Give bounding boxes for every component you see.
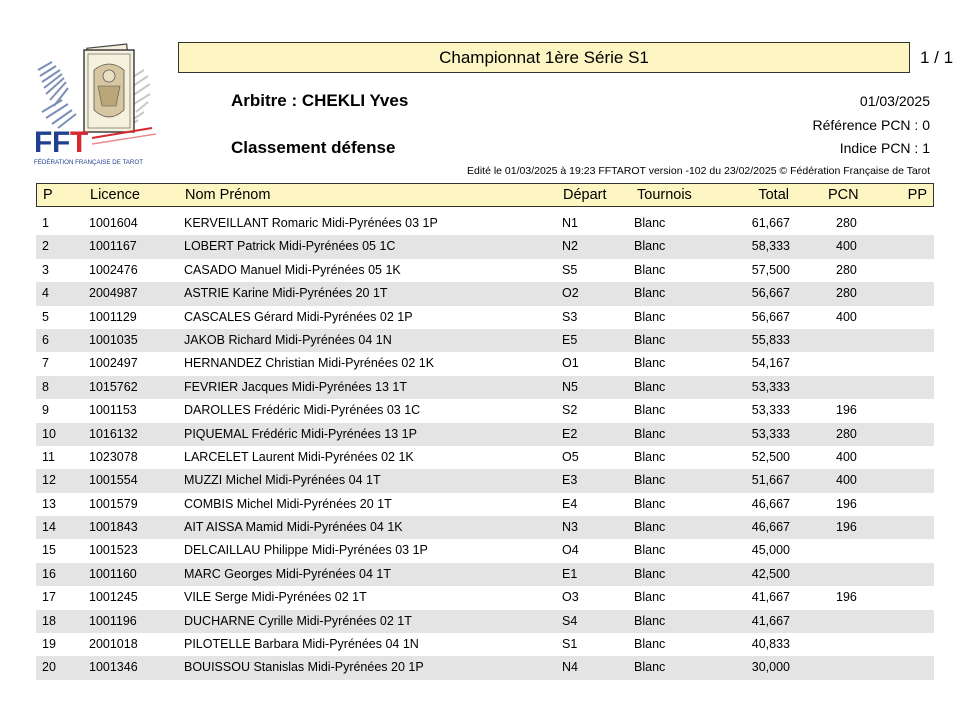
- cell-tournois: Blanc: [634, 309, 666, 324]
- table-row: [36, 610, 934, 633]
- cell-tournois: Blanc: [634, 286, 666, 301]
- cell-licence: 1001554: [89, 473, 138, 488]
- cell-name: FEVRIER Jacques Midi-Pyrénées 13 1T: [184, 379, 408, 394]
- cell-licence: 1001346: [89, 660, 138, 675]
- cell-rank: 20: [42, 660, 56, 675]
- cell-depart: N1: [562, 216, 578, 230]
- cell-tournois: Blanc: [634, 473, 666, 488]
- cell-pcn: 280: [836, 262, 857, 277]
- cell-licence: 2004987: [89, 286, 138, 301]
- cell-rank: 12: [42, 473, 56, 488]
- cell-total: 41,667: [751, 590, 790, 605]
- cell-name: LARCELET Laurent Midi-Pyrénées 02 1K: [184, 449, 414, 464]
- table-row: [36, 563, 934, 586]
- table-body: [36, 212, 934, 680]
- svg-text:F: F: [34, 126, 53, 159]
- cell-rank: 5: [42, 309, 49, 324]
- cell-rank: 10: [42, 426, 56, 441]
- cell-licence: 1001579: [89, 496, 138, 511]
- cell-name: DUCHARNE Cyrille Midi-Pyrénées 02 1T: [184, 613, 412, 628]
- cell-depart: O4: [562, 543, 579, 558]
- cell-total: 52,500: [751, 449, 790, 464]
- cell-name: COMBIS Michel Midi-Pyrénées 20 1T: [184, 496, 392, 511]
- cell-total: 55,833: [751, 332, 790, 347]
- table-row: [36, 633, 934, 656]
- cell-licence: 1016132: [89, 426, 138, 441]
- cell-tournois: Blanc: [634, 543, 666, 558]
- cell-rank: 1: [42, 216, 49, 230]
- cell-licence: 1001160: [89, 566, 137, 581]
- cell-rank: 6: [42, 332, 49, 347]
- cell-depart: N4: [562, 660, 578, 675]
- cell-rank: 11: [42, 449, 55, 464]
- cell-tournois: Blanc: [634, 379, 666, 394]
- cell-tournois: Blanc: [634, 496, 666, 511]
- cell-total: 45,000: [751, 543, 790, 558]
- table-row: [36, 469, 934, 492]
- cell-total: 42,500: [751, 566, 790, 581]
- cell-rank: 18: [42, 613, 56, 628]
- cell-depart: E4: [562, 496, 578, 511]
- cell-pcn: 400: [836, 473, 857, 488]
- reference-pcn: Référence PCN : 0: [812, 117, 930, 133]
- cell-name: LOBERT Patrick Midi-Pyrénées 05 1C: [184, 239, 396, 254]
- table-row: [36, 399, 934, 422]
- cell-name: DAROLLES Frédéric Midi-Pyrénées 03 1C: [184, 403, 421, 418]
- col-header-licence: Licence: [90, 187, 140, 203]
- cell-total: 30,000: [751, 660, 790, 675]
- col-header-pcn: PCN: [828, 187, 859, 203]
- cell-tournois: Blanc: [634, 637, 666, 652]
- classement-title: Classement défense: [231, 138, 396, 157]
- cell-pcn: 196: [836, 590, 857, 605]
- cell-licence: 1015762: [89, 379, 138, 394]
- cell-tournois: Blanc: [634, 262, 666, 277]
- cell-depart: O2: [562, 286, 579, 301]
- cell-pcn: 400: [836, 239, 857, 254]
- edited-note: Edité le 01/03/2025 à 19:23 FFTAROT version -102 du 23/02/2025 © Fédération Française de Tarot: [466, 165, 930, 177]
- cell-total: 61,667: [751, 216, 790, 230]
- cell-tournois: Blanc: [634, 216, 666, 230]
- cell-name: KERVEILLANT Romaric Midi-Pyrénées 03 1P: [184, 216, 438, 230]
- cell-total: 41,667: [751, 613, 790, 628]
- cell-total: 53,333: [751, 379, 790, 394]
- cell-rank: 15: [42, 543, 56, 558]
- cell-rank: 3: [42, 262, 49, 277]
- fft-logo-graphic: [32, 40, 162, 175]
- cell-pcn: 400: [836, 449, 857, 464]
- arbitre-label: Arbitre : CHEKLI Yves: [231, 91, 409, 110]
- svg-text:F: F: [52, 126, 71, 159]
- cell-depart: N5: [562, 379, 578, 394]
- cell-licence: 1023078: [89, 449, 138, 464]
- cell-rank: 13: [42, 496, 56, 511]
- cell-licence: 1001604: [89, 216, 138, 230]
- table-row: [36, 586, 934, 609]
- table-row: [36, 516, 934, 539]
- cell-total: 54,167: [751, 356, 790, 371]
- page-number: 1 / 1: [920, 48, 954, 67]
- cell-licence: 1001129: [89, 309, 137, 324]
- cell-depart: N3: [562, 520, 578, 535]
- cell-name: DELCAILLAU Philippe Midi-Pyrénées 03 1P: [184, 543, 428, 558]
- fft-logo: [32, 40, 162, 175]
- table-row: [36, 235, 934, 258]
- cell-total: 51,667: [751, 473, 790, 488]
- table-row: [36, 423, 934, 446]
- cell-tournois: Blanc: [634, 426, 666, 441]
- table-row: [36, 306, 934, 329]
- table-row: [36, 493, 934, 516]
- cell-depart: E1: [562, 566, 578, 581]
- cell-name: MARC Georges Midi-Pyrénées 04 1T: [184, 566, 392, 581]
- table-row: [36, 282, 934, 305]
- cell-name: MUZZI Michel Midi-Pyrénées 04 1T: [184, 473, 381, 488]
- page-title-text: Championnat 1ère Série S1: [439, 47, 649, 67]
- cell-tournois: Blanc: [634, 566, 666, 581]
- cell-tournois: Blanc: [634, 239, 666, 254]
- table-row: [36, 539, 934, 562]
- cell-rank: 16: [42, 566, 56, 581]
- cell-total: 56,667: [751, 286, 790, 301]
- cell-pcn: 196: [836, 496, 857, 511]
- table-row: [36, 259, 934, 282]
- table-row: [36, 446, 934, 469]
- cell-depart: N2: [562, 239, 578, 254]
- cell-depart: O1: [562, 356, 579, 371]
- cell-total: 46,667: [751, 496, 790, 511]
- cell-licence: 1001153: [89, 403, 137, 418]
- page-title: [178, 42, 910, 73]
- cell-rank: 14: [42, 520, 56, 535]
- cell-rank: 17: [42, 590, 56, 605]
- cell-name: PILOTELLE Barbara Midi-Pyrénées 04 1N: [184, 637, 419, 652]
- cell-name: AIT AISSA Mamid Midi-Pyrénées 04 1K: [184, 520, 403, 535]
- cell-rank: 2: [42, 239, 49, 254]
- cell-licence: 1001035: [89, 332, 138, 347]
- cell-total: 53,333: [751, 426, 790, 441]
- col-header-tournois: Tournois: [637, 187, 692, 203]
- cell-pcn: 196: [836, 403, 857, 418]
- cell-name: JAKOB Richard Midi-Pyrénées 04 1N: [184, 332, 392, 347]
- cell-licence: 1001196: [89, 613, 137, 628]
- cell-rank: 7: [42, 356, 49, 371]
- cell-depart: E3: [562, 473, 578, 488]
- cell-tournois: Blanc: [634, 403, 666, 418]
- indice-pcn: Indice PCN : 1: [839, 140, 930, 156]
- cell-licence: 1002476: [89, 262, 138, 277]
- cell-tournois: Blanc: [634, 660, 666, 675]
- cell-depart: S1: [562, 637, 578, 652]
- cell-pcn: 280: [836, 216, 857, 230]
- cell-depart: E2: [562, 426, 578, 441]
- col-header-depart: Départ: [563, 187, 607, 203]
- col-header-nom: Nom Prénom: [185, 187, 271, 203]
- cell-licence: 1001523: [89, 543, 138, 558]
- cell-licence: 2001018: [89, 637, 138, 652]
- cell-tournois: Blanc: [634, 332, 666, 347]
- cell-name: CASCALES Gérard Midi-Pyrénées 02 1P: [184, 309, 413, 324]
- cell-total: 46,667: [751, 520, 790, 535]
- cell-name: VILE Serge Midi-Pyrénées 02 1T: [184, 590, 367, 605]
- cell-rank: 19: [42, 637, 56, 652]
- cell-name: CASADO Manuel Midi-Pyrénées 05 1K: [184, 262, 401, 277]
- col-header-total: Total: [758, 187, 789, 203]
- cell-total: 53,333: [751, 403, 790, 418]
- col-header-pp: PP: [907, 187, 927, 203]
- cell-total: 57,500: [751, 262, 790, 277]
- cell-licence: 1001167: [89, 239, 137, 254]
- cell-licence: 1002497: [89, 356, 138, 371]
- cell-depart: E5: [562, 332, 578, 347]
- cell-pcn: 280: [836, 286, 857, 301]
- table-row: [36, 352, 934, 375]
- cell-total: 56,667: [751, 309, 790, 324]
- cell-rank: 4: [42, 286, 49, 301]
- cell-pcn: 400: [836, 309, 857, 324]
- table-header: [36, 183, 934, 207]
- table-row: [36, 656, 934, 679]
- col-header-p: P: [43, 187, 53, 203]
- cell-name: HERNANDEZ Christian Midi-Pyrénées 02 1K: [184, 356, 435, 371]
- cell-depart: S3: [562, 309, 578, 324]
- cell-name: ASTRIE Karine Midi-Pyrénées 20 1T: [184, 286, 388, 301]
- cell-tournois: Blanc: [634, 520, 666, 535]
- cell-depart: S4: [562, 613, 578, 628]
- table-row: [36, 212, 934, 235]
- cell-name: BOUISSOU Stanislas Midi-Pyrénées 20 1P: [184, 660, 424, 675]
- cell-depart: O3: [562, 590, 579, 605]
- cell-licence: 1001245: [89, 590, 138, 605]
- cell-total: 58,333: [751, 239, 790, 254]
- cell-rank: 9: [42, 403, 49, 418]
- table-row: [36, 329, 934, 352]
- logo-subtitle: FÉDÉRATION FRANÇAISE DE TAROT: [34, 159, 143, 166]
- cell-depart: S5: [562, 262, 578, 277]
- cell-tournois: Blanc: [634, 356, 666, 371]
- table-row: [36, 376, 934, 399]
- cell-tournois: Blanc: [634, 590, 666, 605]
- cell-name: PIQUEMAL Frédéric Midi-Pyrénées 13 1P: [184, 426, 417, 441]
- cell-tournois: Blanc: [634, 449, 666, 464]
- cell-pcn: 280: [836, 426, 857, 441]
- cell-licence: 1001843: [89, 520, 138, 535]
- cell-rank: 8: [42, 379, 49, 394]
- svg-text:T: T: [70, 126, 89, 159]
- cell-depart: O5: [562, 449, 579, 464]
- cell-total: 40,833: [751, 637, 790, 652]
- cell-tournois: Blanc: [634, 613, 666, 628]
- report-date: 01/03/2025: [859, 93, 930, 109]
- cell-pcn: 196: [836, 520, 857, 535]
- cell-depart: S2: [562, 403, 578, 418]
